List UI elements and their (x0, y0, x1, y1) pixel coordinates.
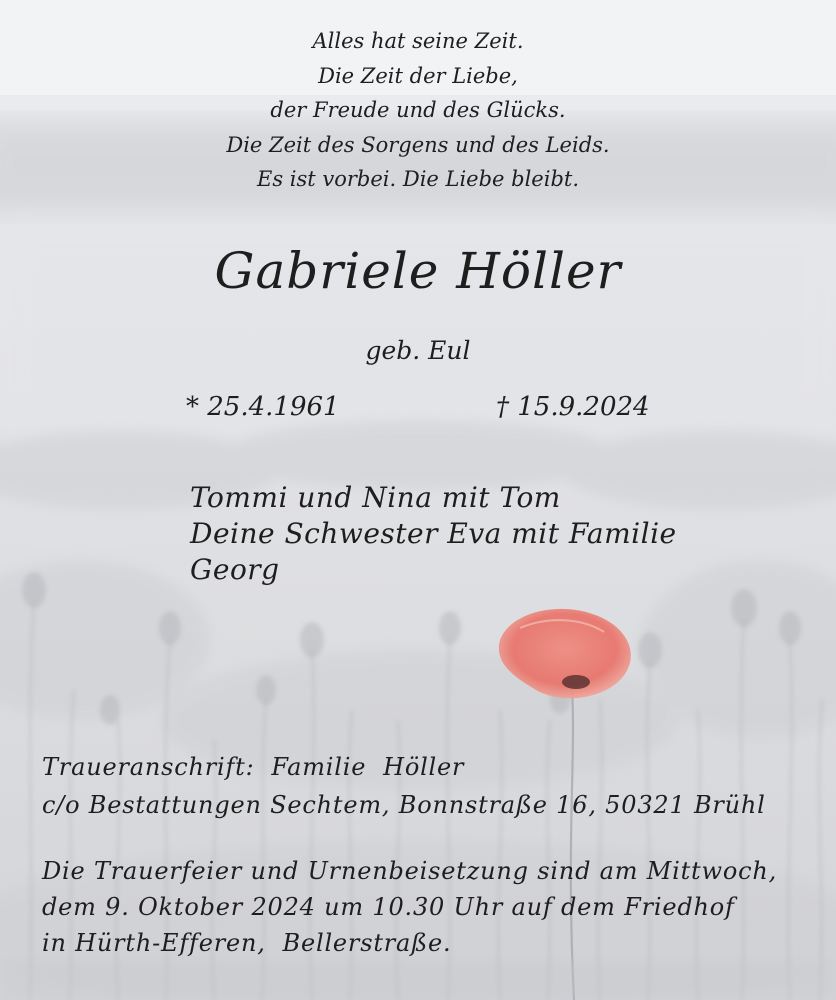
verse-line: Es ist vorbei. Die Liebe bleibt. (256, 167, 580, 191)
verse-line: der Freude und des Glücks. (270, 98, 566, 122)
birth-name: geb. Eul (365, 336, 471, 365)
mourning-address (42, 748, 766, 824)
service-details (42, 853, 777, 961)
death-date: † 15.9.2024 (496, 392, 650, 422)
verse (0, 24, 836, 197)
address-line: Traueranschrift: Familie Höller (42, 753, 465, 781)
mourner-line: Deine Schwester Eva mit Familie (190, 517, 677, 550)
ground-haze (0, 960, 836, 1000)
service-line: dem 9. Oktober 2024 um 10.30 Uhr auf dem Friedhof (42, 893, 735, 921)
mourners-list (190, 480, 677, 588)
mourner-line: Georg (190, 553, 280, 586)
birth-date: * 25.4.1961 (186, 392, 340, 422)
service-line: in Hürth-Efferen, Bellerstraße. (42, 929, 452, 957)
service-line: Die Trauerfeier und Urnenbeisetzung sind am Mittwoch, (42, 857, 778, 885)
verse-line: Alles hat seine Zeit. (312, 29, 524, 53)
verse-line: Die Zeit des Sorgens und des Leids. (226, 132, 610, 157)
deceased-name: Gabriele Höller (214, 242, 622, 300)
mourner-line: Tommi und Nina mit Tom (190, 481, 561, 514)
verse-line: Die Zeit der Liebe, (318, 63, 518, 88)
address-line: c/o Bestattungen Sechtem, Bonnstraße 16, 50321 Brühl (42, 791, 766, 819)
